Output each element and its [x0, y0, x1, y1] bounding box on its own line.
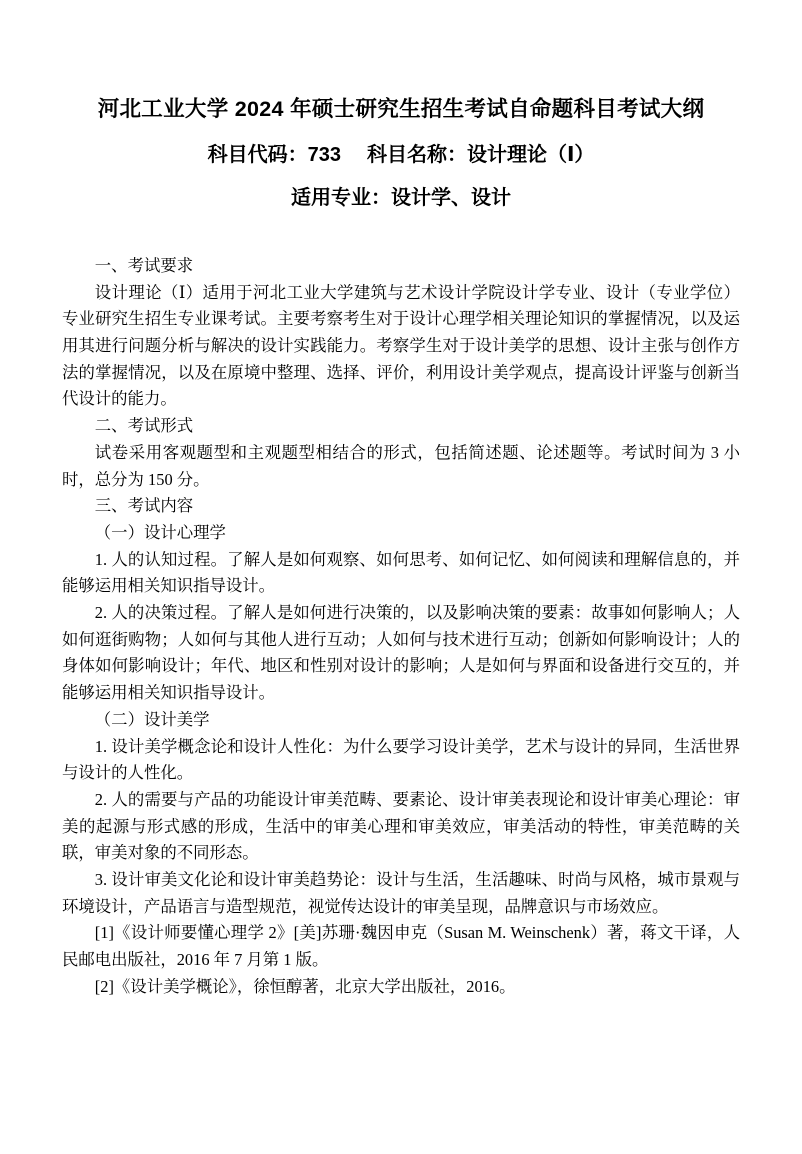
subject-name-label: 科目名称：	[366, 143, 467, 166]
item-design-psychology-1: 1. 人的认知过程。了解人是如何观察、如何思考、如何记忆、如何阅读和理解信息的，并能够运用相关知识指导设计。	[62, 549, 740, 596]
section-heading-exam-format: 二、考试形式	[94, 416, 194, 436]
subsection-heading-design-aesthetics: （二）设计美学	[94, 709, 210, 729]
item-design-aesthetics-2: 2. 人的需要与产品的功能设计审美范畴、要素论、设计审美表现论和设计审美心理论：审美的起源与形式感的形成，生活中的审美心理和审美效应，审美活动的特性，审美范畴的关联，审美对象的不同形态。	[62, 789, 740, 863]
item-design-aesthetics-1: 1. 设计美学概念论和设计人性化：为什么要学习设计美学，艺术与设计的异同，生活世界与设计的人性化。	[62, 736, 740, 783]
applicable-majors-line: 适用专业：设计学、设计	[291, 186, 511, 209]
item-design-aesthetics-3: 3. 设计审美文化论和设计审美趋势论：设计与生活，生活趣味、时尚与风格，城市景观与环境设计，产品语言与造型规范，视觉传达设计的审美呈现，品牌意识与市场效应。	[62, 870, 740, 916]
section-heading-exam-content: 三、考试内容	[94, 496, 194, 516]
reference-item-2: [2]《设计美学概论》，徐恒醇著，北京大学出版社，2016。	[94, 976, 516, 996]
subject-code-value: 733	[307, 143, 341, 166]
subsection-heading-design-psychology: （一）设计心理学	[94, 522, 226, 542]
page-title: 河北工业大学 2024 年硕士研究生招生考试自命题科目考试大纲	[97, 97, 705, 121]
paragraph-exam-requirements: 设计理论（Ⅰ）适用于河北工业大学建筑与艺术设计学院设计学专业、设计（专业学位）专业研究生招生专业课考试。主要考察考生对于设计心理学相关理论知识的掌握情况，以及运用其进行问题分析与解决的设计实践能力。考察学生对于设计美学的思想、设计主张与创作方法的掌握情况，以及在原境中整理、选择、评价，利用设计美学观点，提高设计评鉴与创新当代设计的能力。	[62, 282, 740, 409]
document-content	[62, 96, 740, 1001]
document-body	[62, 253, 740, 1001]
item-design-psychology-2: 2. 人的决策过程。了解人是如何进行决策的，以及影响决策的要素：故事如何影响人；人如何逛街购物；人如何与其他人进行互动；人如何与技术进行互动；创新如何影响设计；人的身体如何影响设计；年代、地区和性别对设计的影响；人是如何与界面和设备进行交互的，并能够运用相关知识指导设计。	[62, 603, 740, 703]
subject-code-line	[62, 143, 740, 168]
reference-item-1: [1]《设计师要懂心理学 2》[美]苏珊·魏因申克（Susan M. Weinschenk）著，蒋文干译，人民邮电出版社，2016 年 7 月第 1 版。	[62, 923, 740, 970]
section-heading-exam-requirements: 一、考试要求	[94, 255, 194, 275]
subject-name-value: 设计理论（Ⅰ）	[466, 143, 595, 166]
paragraph-exam-format: 试卷采用客观题型和主观题型相结合的形式，包括简述题、论述题等。考试时间为 3 小时，总分为 150 分。	[62, 442, 740, 489]
subject-code-label: 科目代码：	[207, 143, 308, 166]
